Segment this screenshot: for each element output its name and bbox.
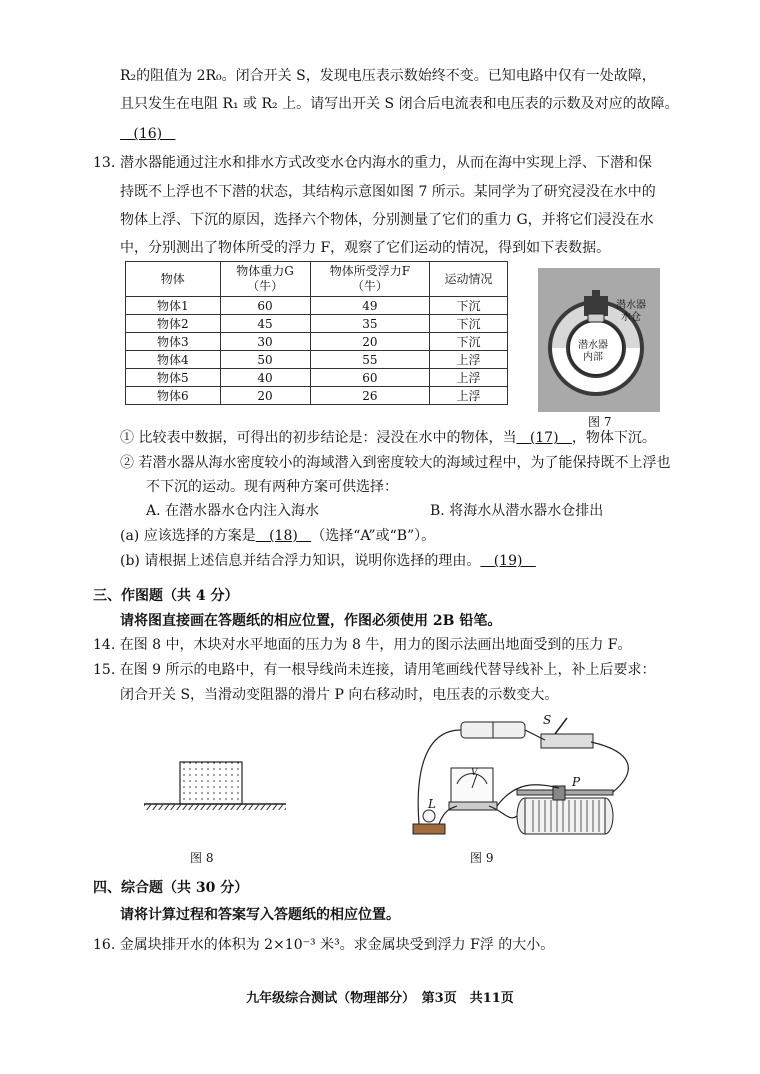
q13-number: 13. [93, 155, 116, 171]
option-b: B. 将海水从潜水器水仓排出 [430, 503, 604, 519]
table-header: 运动情况 [430, 262, 508, 297]
table-cell: 55 [310, 351, 430, 369]
table-cell: 下沉 [430, 333, 508, 351]
table-cell: 20 [310, 333, 430, 351]
table-row [126, 369, 508, 387]
figure-7-caption: 图 7 [588, 415, 612, 429]
figure-9-caption: 图 9 [470, 851, 494, 865]
table-row [126, 351, 508, 369]
table-cell: 60 [310, 369, 430, 387]
table-cell: 50 [220, 351, 310, 369]
slider-label: P [572, 775, 581, 789]
table-row [126, 315, 508, 333]
table-cell: 60 [220, 297, 310, 315]
q13-line2: 持既不上浮也不下潜的状态，其结构示意图如图 7 所示。某同学为了研究浸没在水中的 [120, 184, 656, 200]
table-cell: 45 [220, 315, 310, 333]
blank-16: (16) [133, 126, 163, 142]
q14: 14. 在图 8 中，木块对水平地面的压力为 8 牛，用力的图示法画出地面受到的压力 F。 [93, 637, 632, 653]
table-cell: 物体3 [126, 333, 221, 351]
meter-label: V [471, 768, 478, 778]
blank-17: (17) [529, 430, 559, 446]
table-cell: 30 [220, 333, 310, 351]
section-3-instruction: 请将图直接画在答题纸的相应位置，作图必须使用 2B 铅笔。 [120, 613, 502, 629]
table-cell: 物体2 [126, 315, 221, 333]
label-water-cabin: 潜水器 水仓 [616, 300, 646, 323]
q15-line1: 15. 在图 9 所示的电路中，有一根导线尚未连接，请用笔画线代替导线补上，补上后要求： [93, 662, 656, 678]
table-cell: 下沉 [430, 315, 508, 333]
table-cell: 物体5 [126, 369, 221, 387]
table-row [126, 297, 508, 315]
table-cell: 20 [220, 387, 310, 405]
q13-sub2-line2: 不下沉的运动。现有两种方案可供选择： [146, 479, 398, 495]
table-cell: 上浮 [430, 369, 508, 387]
table-cell: 下沉 [430, 297, 508, 315]
label-submersible-inside: 潜水器 内部 [578, 340, 608, 363]
q13-line4: 中，分别测出了物体所受的浮力 F，观察了它们运动的情况，得到如下表数据。 [120, 240, 611, 256]
table-cell: 上浮 [430, 351, 508, 369]
table-header: 物体 [126, 262, 221, 297]
table-cell: 26 [310, 387, 430, 405]
data-table [125, 261, 508, 405]
table-header: 物体所受浮力F （牛） [310, 262, 430, 297]
table-cell: 物体4 [126, 351, 221, 369]
q13-sub1: ① 比较表中数据，可得出的初步结论是：浸没在水中的物体，当 (17) ，物体下沉。 [120, 430, 656, 446]
q16: 16. 金属块排开水的体积为 2×10⁻³ 米³。求金属块受到浮力 F浮 的大小。 [93, 937, 555, 953]
table-cell: 物体1 [126, 297, 221, 315]
q12-line2: 且只发生在电阻 R₁ 或 R₂ 上。请写出开关 S 闭合后电流表和电压表的示数及对应的故障。 [120, 96, 679, 112]
table-cell: 上浮 [430, 387, 508, 405]
blank-18: (18) [269, 528, 298, 544]
q13-sub2-line1: ② 若潜水器从海水密度较小的海域潜入到密度较大的海域过程中，为了能保持既不上浮也 [120, 455, 671, 471]
figure-8-caption: 图 8 [190, 851, 214, 865]
q13-line1: 潜水器能通过注水和排水方式改变水仓内海水的重力，从而在海中实现上浮、下潜和保 [120, 155, 652, 171]
q13-sub-a: (a) 应该选择的方案是 (18) （选择“A”或“B”）。 [120, 528, 436, 544]
table-header: 物体重力G （牛） [220, 262, 310, 297]
q13-sub-b: (b) 请根据上述信息并结合浮力知识，说明你选择的理由。 (19) [120, 551, 536, 571]
table-cell: 49 [310, 297, 430, 315]
q15-line2: 闭合开关 S，当滑动变阻器的滑片 P 向右移动时，电压表的示数变大。 [120, 687, 559, 703]
figure-7 [538, 268, 660, 412]
section-4-instruction: 请将计算过程和答案写入答题纸的相应位置。 [120, 907, 400, 923]
section-3-title: 三、作图题（共 4 分） [93, 588, 239, 604]
q12-line1: R₂的阻值为 2R₀。闭合开关 S，发现电压表示数始终不变。已知电路中仅有一处故障， [120, 68, 656, 84]
table-row [126, 333, 508, 351]
section-4-title: 四、综合题（共 30 分） [93, 880, 249, 896]
table-row [126, 387, 508, 405]
figure-9-circuit-diagram [405, 712, 645, 848]
q13-line3: 物体上浮、下沉的原因，选择六个物体，分别测量了它们的重力 G，并将它们浸没在水 [120, 212, 654, 228]
table-header-row [126, 262, 508, 297]
table-cell: 35 [310, 315, 430, 333]
blank-19: (19) [493, 553, 523, 569]
switch-label: S [543, 713, 552, 727]
page-footer: 九年级综合测试（物理部分） 第3页 共11页 [246, 991, 514, 1006]
figure-8-block-diagram [140, 755, 290, 815]
lamp-label: L [428, 797, 436, 811]
table-cell: 40 [220, 369, 310, 387]
option-a: A. 在潜水器水仓内注入海水 [146, 503, 320, 519]
table-cell: 物体6 [126, 387, 221, 405]
